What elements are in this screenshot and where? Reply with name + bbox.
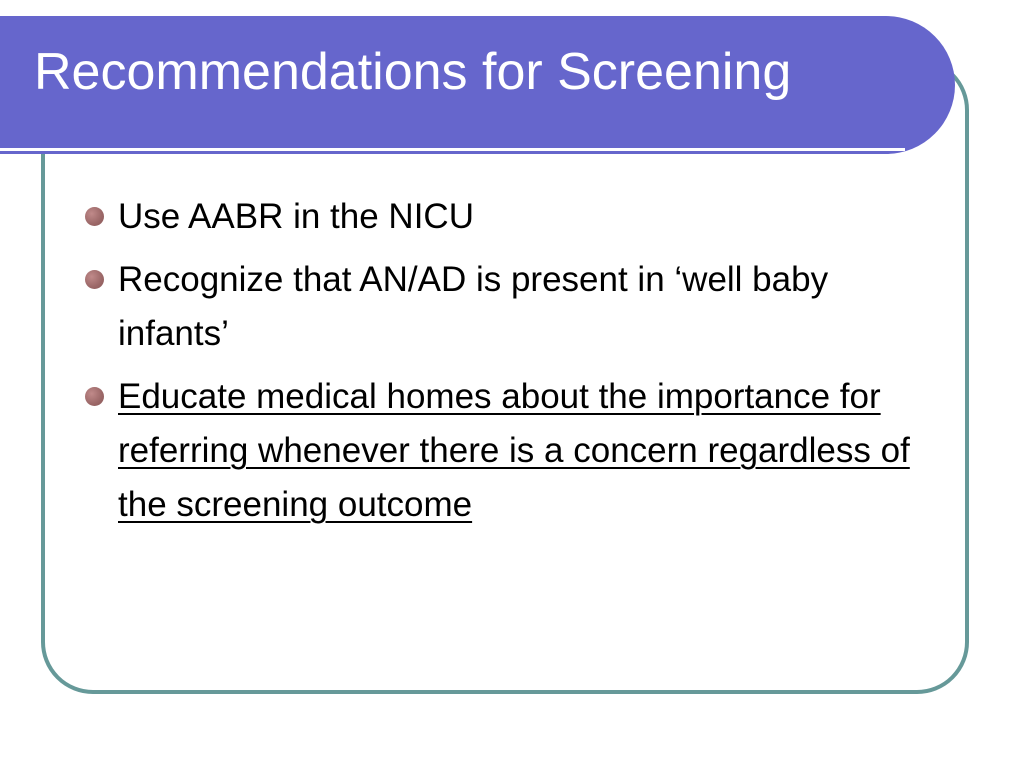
bullet-list (80, 190, 940, 541)
bullet-dot-icon (85, 207, 104, 226)
bullet-text: Use AABR in the NICU (118, 197, 474, 236)
bullet-item-aabr (80, 190, 940, 244)
bullet-item-an-ad (80, 253, 940, 361)
title-divider (0, 148, 905, 151)
bullet-text-link[interactable]: Educate medical homes about the importance for referring whenever there is a concern regardless of the screening outcome (118, 377, 910, 524)
bullet-text: Recognize that AN/AD is present in ‘well baby infants’ (118, 260, 829, 353)
bullet-dot-icon (85, 387, 104, 406)
bullet-item-educate (80, 370, 940, 532)
bullet-dot-icon (85, 270, 104, 289)
slide-title: Recommendations for Screening (34, 43, 792, 101)
